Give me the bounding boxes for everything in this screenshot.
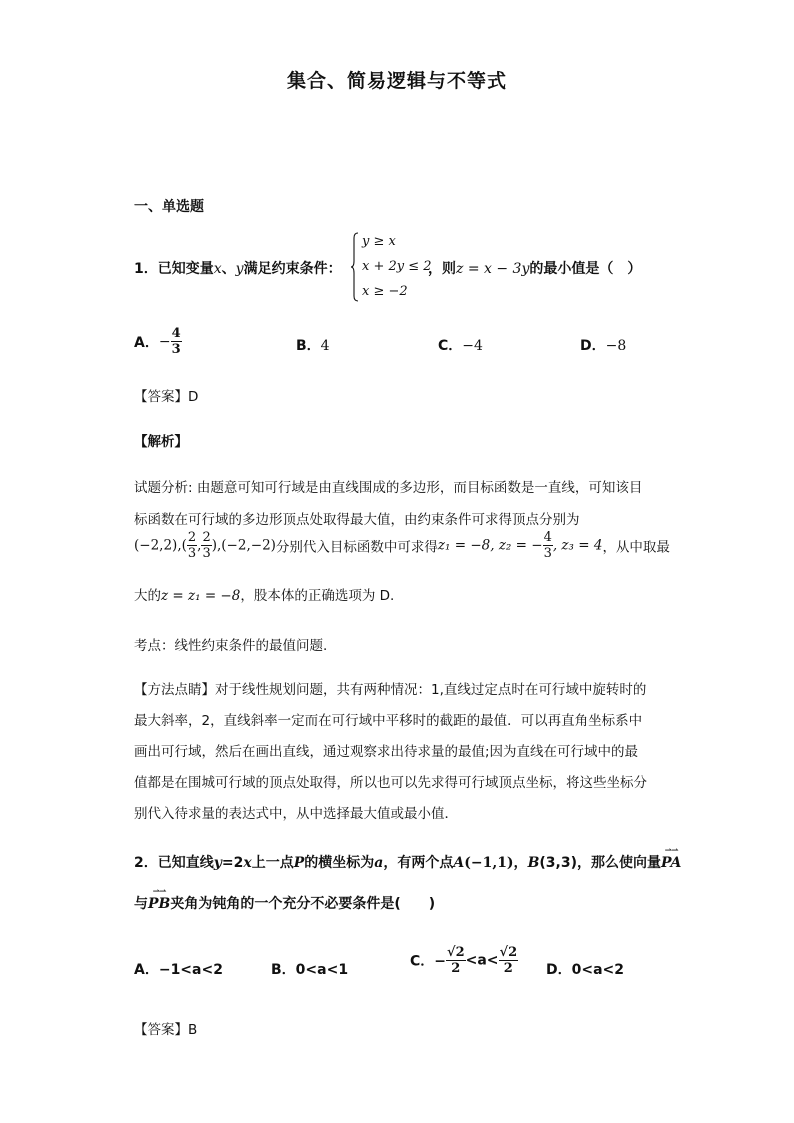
vector-arrow-icon: ⇀⇀	[152, 887, 166, 897]
q1-analysis-line-1: 试题分析: 由题意可知可行域是由直线围成的多边形，而目标函数是一直线，可知该目	[134, 480, 643, 496]
analysis-line-4-head: 大的	[134, 588, 161, 604]
vertex-frac-y-den: 3	[202, 546, 211, 561]
q1-var-x: x	[213, 261, 222, 277]
page-title: 集合、简易逻辑与不等式	[286, 70, 507, 92]
q1-option-d-label: D．	[580, 338, 606, 354]
q2-part-a: 2．已知直线	[134, 855, 214, 871]
q2-point-a-coords: (−1,1)，	[464, 855, 528, 871]
q2-option-c-frac-1	[446, 945, 466, 976]
q2-option-b: B．0<a<1	[271, 962, 349, 978]
q1-option-d-value: −8	[605, 338, 627, 354]
q1-method-line-3: 画出可行域，然后在画出直线，通过观察求出待求量的最值;因为直线在可行域中的最	[134, 744, 639, 760]
q2-option-c-mid: <a<	[465, 952, 499, 969]
q1-analysis-line-2: 标函数在可行域的多边形顶点处取得最大值，由约束条件可求得顶点分别为	[134, 512, 580, 528]
q1-prefix: 1．已知变量	[134, 261, 214, 277]
q1-analysis-line-3	[134, 530, 670, 561]
q2-option-c-frac-1-den: 2	[451, 961, 461, 976]
analysis-line-4-math: z = z₁ = −8	[161, 588, 241, 604]
q2-part-g: 的横坐标为	[304, 855, 375, 871]
analysis-substitute-text: 分别代入目标函数中可求得	[275, 539, 438, 556]
analysis-z2-den: 3	[543, 546, 552, 561]
analysis-line-4-tail: ，股本体的正确选项为 D.	[240, 588, 395, 604]
q1-option-c	[438, 335, 483, 355]
q2-stem-line-1	[134, 846, 682, 872]
q2-line2-tail: 夹角为钝角的一个充分不必要条件是( )	[170, 896, 436, 912]
q1-option-b-label: B．	[296, 338, 321, 354]
q1-method-line-1: 【方法点睛】对于线性规划问题，共有两种情况：1,直线过定点时在可行域中旋转时的	[134, 682, 647, 698]
q1-option-a	[134, 326, 182, 357]
q1-objective: z = x − 3y	[456, 261, 530, 277]
q1-option-a-denominator: 3	[171, 342, 181, 357]
q1-constraint-2: x + 2y ≤ 2	[362, 259, 432, 274]
q2-part-e: 上一点	[251, 855, 294, 871]
q1-stem	[134, 258, 342, 278]
q2-var-y: y	[213, 855, 222, 871]
vector-arrow-icon: ⇀⇀	[664, 846, 678, 856]
analysis-z3-value: , z₃ = 4	[552, 537, 603, 554]
analysis-z2-num: 4	[543, 530, 552, 545]
q2-part-c: =2	[221, 855, 244, 871]
analysis-line-3-tail: ，从中取最	[602, 539, 670, 556]
q2-var-x: x	[243, 855, 252, 871]
left-brace-icon	[351, 232, 359, 302]
q1-option-b-value: 4	[320, 338, 330, 354]
q2-var-a: a	[374, 855, 384, 871]
vertex-part-1: (−2,2),(	[134, 537, 187, 554]
q1-constraint-1: y ≥ x	[362, 234, 396, 249]
q1-kaodian: 考点：线性约束条件的最值问题.	[134, 638, 328, 654]
q2-answer: 【答案】B	[134, 1022, 198, 1038]
q2-option-c-frac-2-num: √2	[499, 945, 518, 960]
q1-constraint-3: x ≥ −2	[362, 284, 408, 299]
q2-point-b: B	[527, 855, 540, 871]
q2-option-c-label: C．−	[410, 953, 447, 970]
q2-stem-line-2	[134, 887, 436, 913]
vertex-frac-x-num: 2	[187, 530, 197, 545]
q2-option-c-frac-1-num: √2	[447, 945, 465, 960]
q2-vector-pa-label: PA	[661, 855, 682, 871]
q2-option-d: D．0<a<2	[546, 962, 625, 978]
vertex-frac-y-num: 2	[202, 530, 211, 545]
q2-option-c-frac-2-den: 2	[503, 961, 513, 976]
q1-option-d	[580, 335, 626, 355]
vertex-frac-y	[201, 530, 211, 561]
q2-option-c	[410, 945, 518, 976]
q2-option-c-frac-2	[499, 945, 519, 976]
q1-sep: 、	[221, 261, 236, 277]
q2-vector-pb-label: PB	[148, 896, 171, 912]
q1-mid: 满足约束条件：	[243, 261, 342, 277]
q1-suffix: 的最小值是（ ）	[529, 261, 642, 277]
q1-then: ，则	[428, 261, 456, 277]
q1-option-a-fraction	[171, 326, 182, 357]
q1-var-y: y	[235, 261, 244, 277]
q1-answer: 【答案】D	[134, 389, 199, 405]
vertex-part-2: ,	[197, 537, 202, 554]
q2-option-a: A．−1<a<2	[134, 962, 223, 978]
q1-method-line-5: 别代入待求量的表达式中，从中选择最大值或最小值．	[134, 806, 458, 822]
section-heading: 一、单选题	[134, 199, 204, 215]
q1-option-b	[296, 335, 330, 355]
vertex-part-3: ),(−2,−2)	[211, 537, 276, 554]
analysis-z2-fraction	[543, 530, 553, 561]
q1-analysis-line-4	[134, 584, 394, 604]
q2-vector-pb	[148, 887, 171, 912]
q1-stem-tail	[428, 258, 641, 278]
q2-point-p: P	[293, 855, 305, 871]
q1-option-a-numerator: 4	[171, 326, 181, 341]
analysis-z-values: z₁ = −8, z₂ = −	[437, 537, 543, 554]
q1-option-a-label: A．	[134, 334, 159, 351]
q2-part-i: ，有两个点	[383, 855, 454, 871]
vertex-frac-x	[187, 530, 197, 561]
q2-vector-pa	[661, 846, 682, 871]
q1-analysis-heading: 【解析】	[134, 434, 188, 450]
q2-part-m: (3,3)，那么使向量	[539, 855, 662, 871]
q1-method-line-4: 值都是在围城可行域的顶点处取得，所以也可以先求得可行域顶点坐标，将这些坐标分	[134, 775, 647, 791]
q1-method-line-2: 最大斜率，2，直线斜率一定而在可行域中平移时的截距的最值．可以再直角坐标系中	[134, 713, 643, 729]
q1-option-c-label: C．	[438, 338, 463, 354]
q1-option-a-sign: −	[158, 333, 171, 350]
q2-point-a: A	[453, 855, 465, 871]
vertex-frac-x-den: 3	[187, 546, 197, 561]
q1-option-c-value: −4	[462, 338, 483, 354]
q2-line2-head: 与	[134, 896, 148, 912]
